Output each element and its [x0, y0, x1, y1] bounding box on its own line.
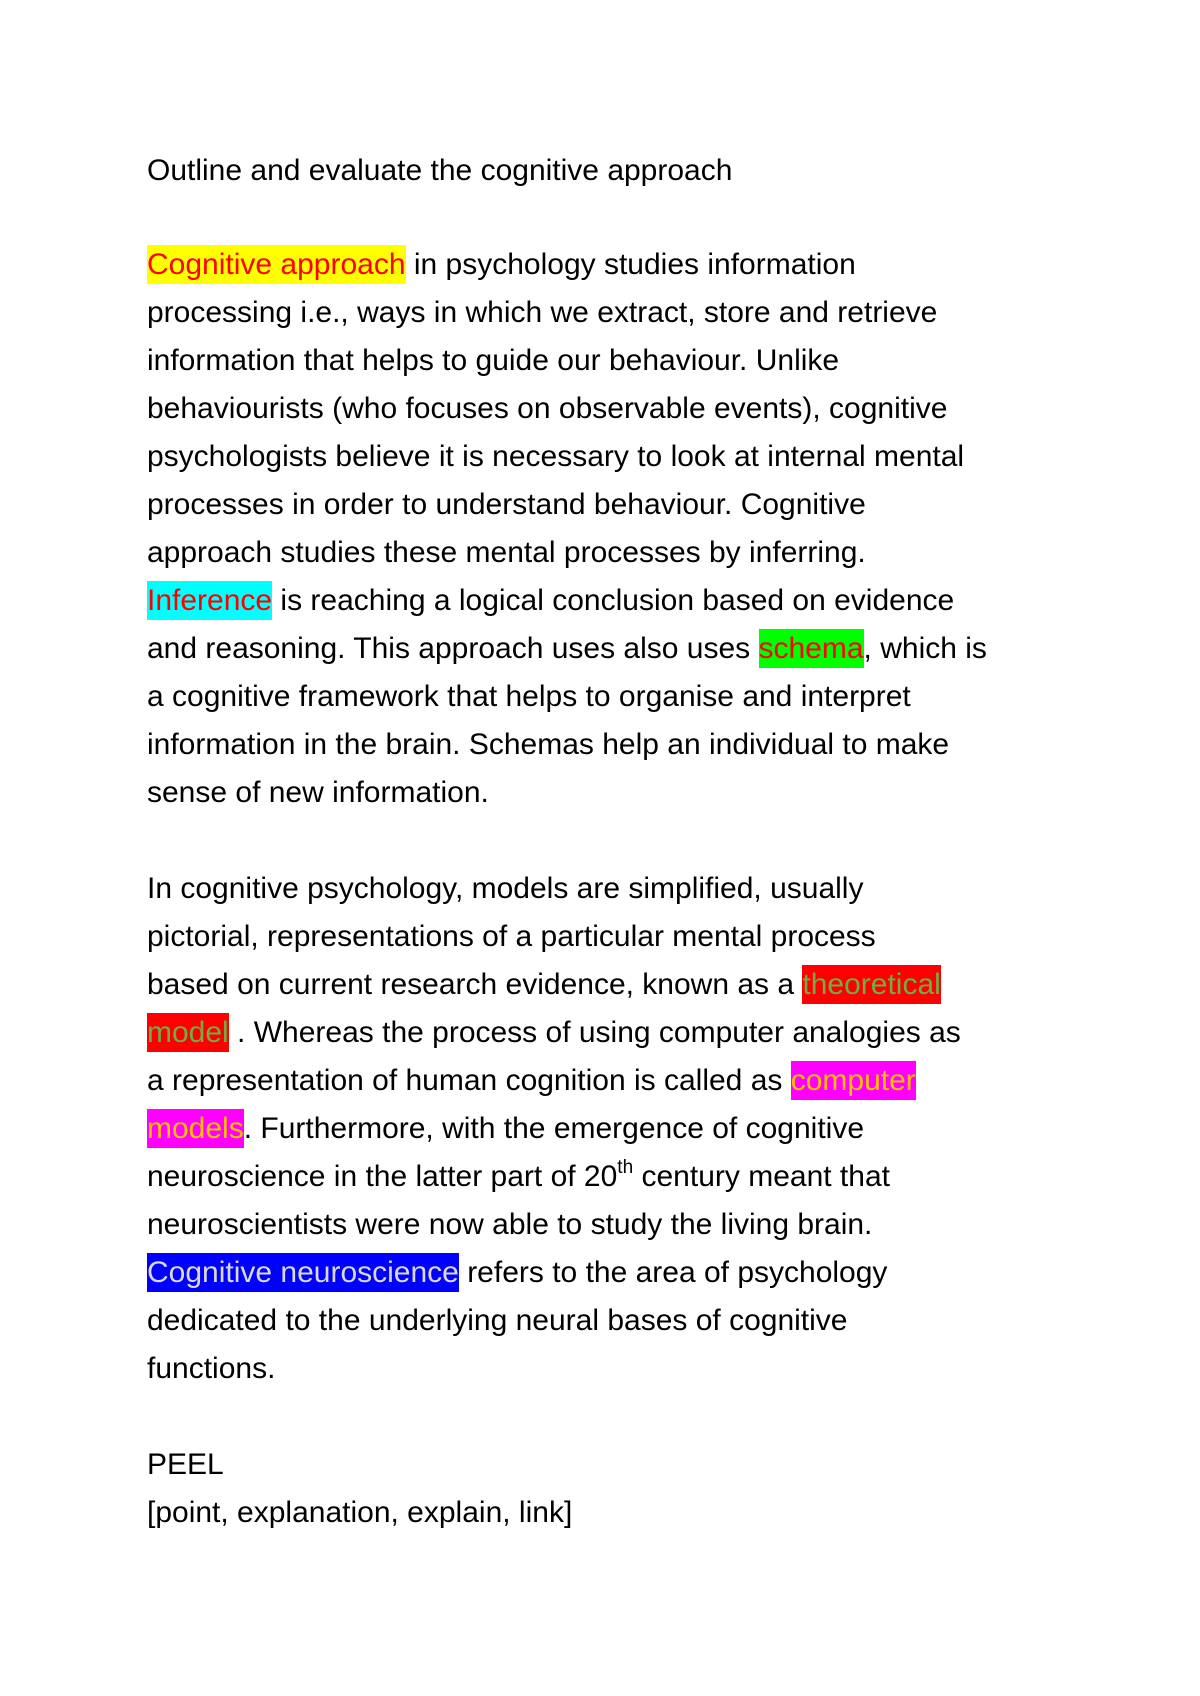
highlight-cognitive-approach: Cognitive approach: [147, 245, 406, 284]
p2-line-9-text: refers to the area of psychology: [458, 1256, 888, 1289]
p1-line-12: sense of new information.: [147, 776, 489, 809]
p1-line-9-post: , which is: [863, 632, 987, 665]
p1-line-10: a cognitive framework that helps to organise and interpret: [147, 680, 911, 713]
p1-line-2: processing i.e., ways in which we extract, store and retrieve: [147, 296, 938, 329]
p2-line-7-post: century meant that: [633, 1160, 890, 1193]
highlight-inference: Inference: [147, 581, 272, 620]
peel-heading: PEEL: [147, 1448, 224, 1481]
p2-line-6: [147, 1105, 864, 1153]
p1-line-3: information that helps to guide our behaviour. Unlike: [147, 344, 840, 377]
highlight-schema: schema: [759, 629, 864, 668]
p2-line-8: neuroscientists were now able to study the living brain.: [147, 1208, 873, 1241]
p1-line-9-pre: and reasoning. This approach uses also uses: [147, 632, 759, 665]
peel-items: [point, explanation, explain, link]: [147, 1496, 573, 1529]
p1-line-8: [147, 577, 954, 625]
p1-line-1-text: in psychology studies information: [405, 248, 856, 281]
p1-line-9: [147, 625, 987, 673]
p2-line-11: functions.: [147, 1352, 276, 1385]
p2-line-10: dedicated to the underlying neural bases of cognitive: [147, 1304, 848, 1337]
highlight-models: models: [147, 1109, 244, 1148]
document-title: [147, 147, 732, 195]
p1-line-7: approach studies these mental processes by inferring.: [147, 536, 866, 569]
p2-line-3: [147, 961, 941, 1009]
highlight-cognitive-neuroscience: Cognitive neuroscience: [147, 1253, 459, 1292]
p1-line-11: information in the brain. Schemas help an individual to make: [147, 728, 950, 761]
title-text: Outline and evaluate the cognitive approach: [147, 154, 733, 187]
p2-line-7: [147, 1153, 890, 1201]
p2-line-5: [147, 1057, 916, 1105]
superscript-th: th: [617, 1157, 634, 1178]
p1-line-6: processes in order to understand behaviour. Cognitive: [147, 488, 866, 521]
p2-line-4: [147, 1009, 961, 1057]
highlight-model: model: [147, 1013, 229, 1052]
highlight-computer: computer: [791, 1061, 916, 1100]
p1-line-4: behaviourists (who focuses on observable events), cognitive: [147, 392, 948, 425]
p2-line-7-pre: neuroscience in the latter part of 20: [147, 1160, 618, 1193]
p2-line-2: pictorial, representations of a particular mental process: [147, 920, 876, 953]
p2-line-6-text: . Furthermore, with the emergence of cognitive: [243, 1112, 865, 1145]
p1-line-1: [147, 241, 856, 289]
p2-line-1: In cognitive psychology, models are simplified, usually: [147, 872, 864, 905]
p2-line-5-pre: a representation of human cognition is called as: [147, 1064, 791, 1097]
p1-line-8-text: is reaching a logical conclusion based on evidence: [272, 584, 955, 617]
p2-line-9: [147, 1249, 887, 1297]
p2-line-4-text: . Whereas the process of using computer analogies as: [228, 1016, 961, 1049]
p1-line-5: psychologists believe it is necessary to look at internal mental: [147, 440, 965, 473]
highlight-theoretical: theoretical: [802, 965, 940, 1004]
p2-line-3-pre: based on current research evidence, known as a: [147, 968, 803, 1001]
